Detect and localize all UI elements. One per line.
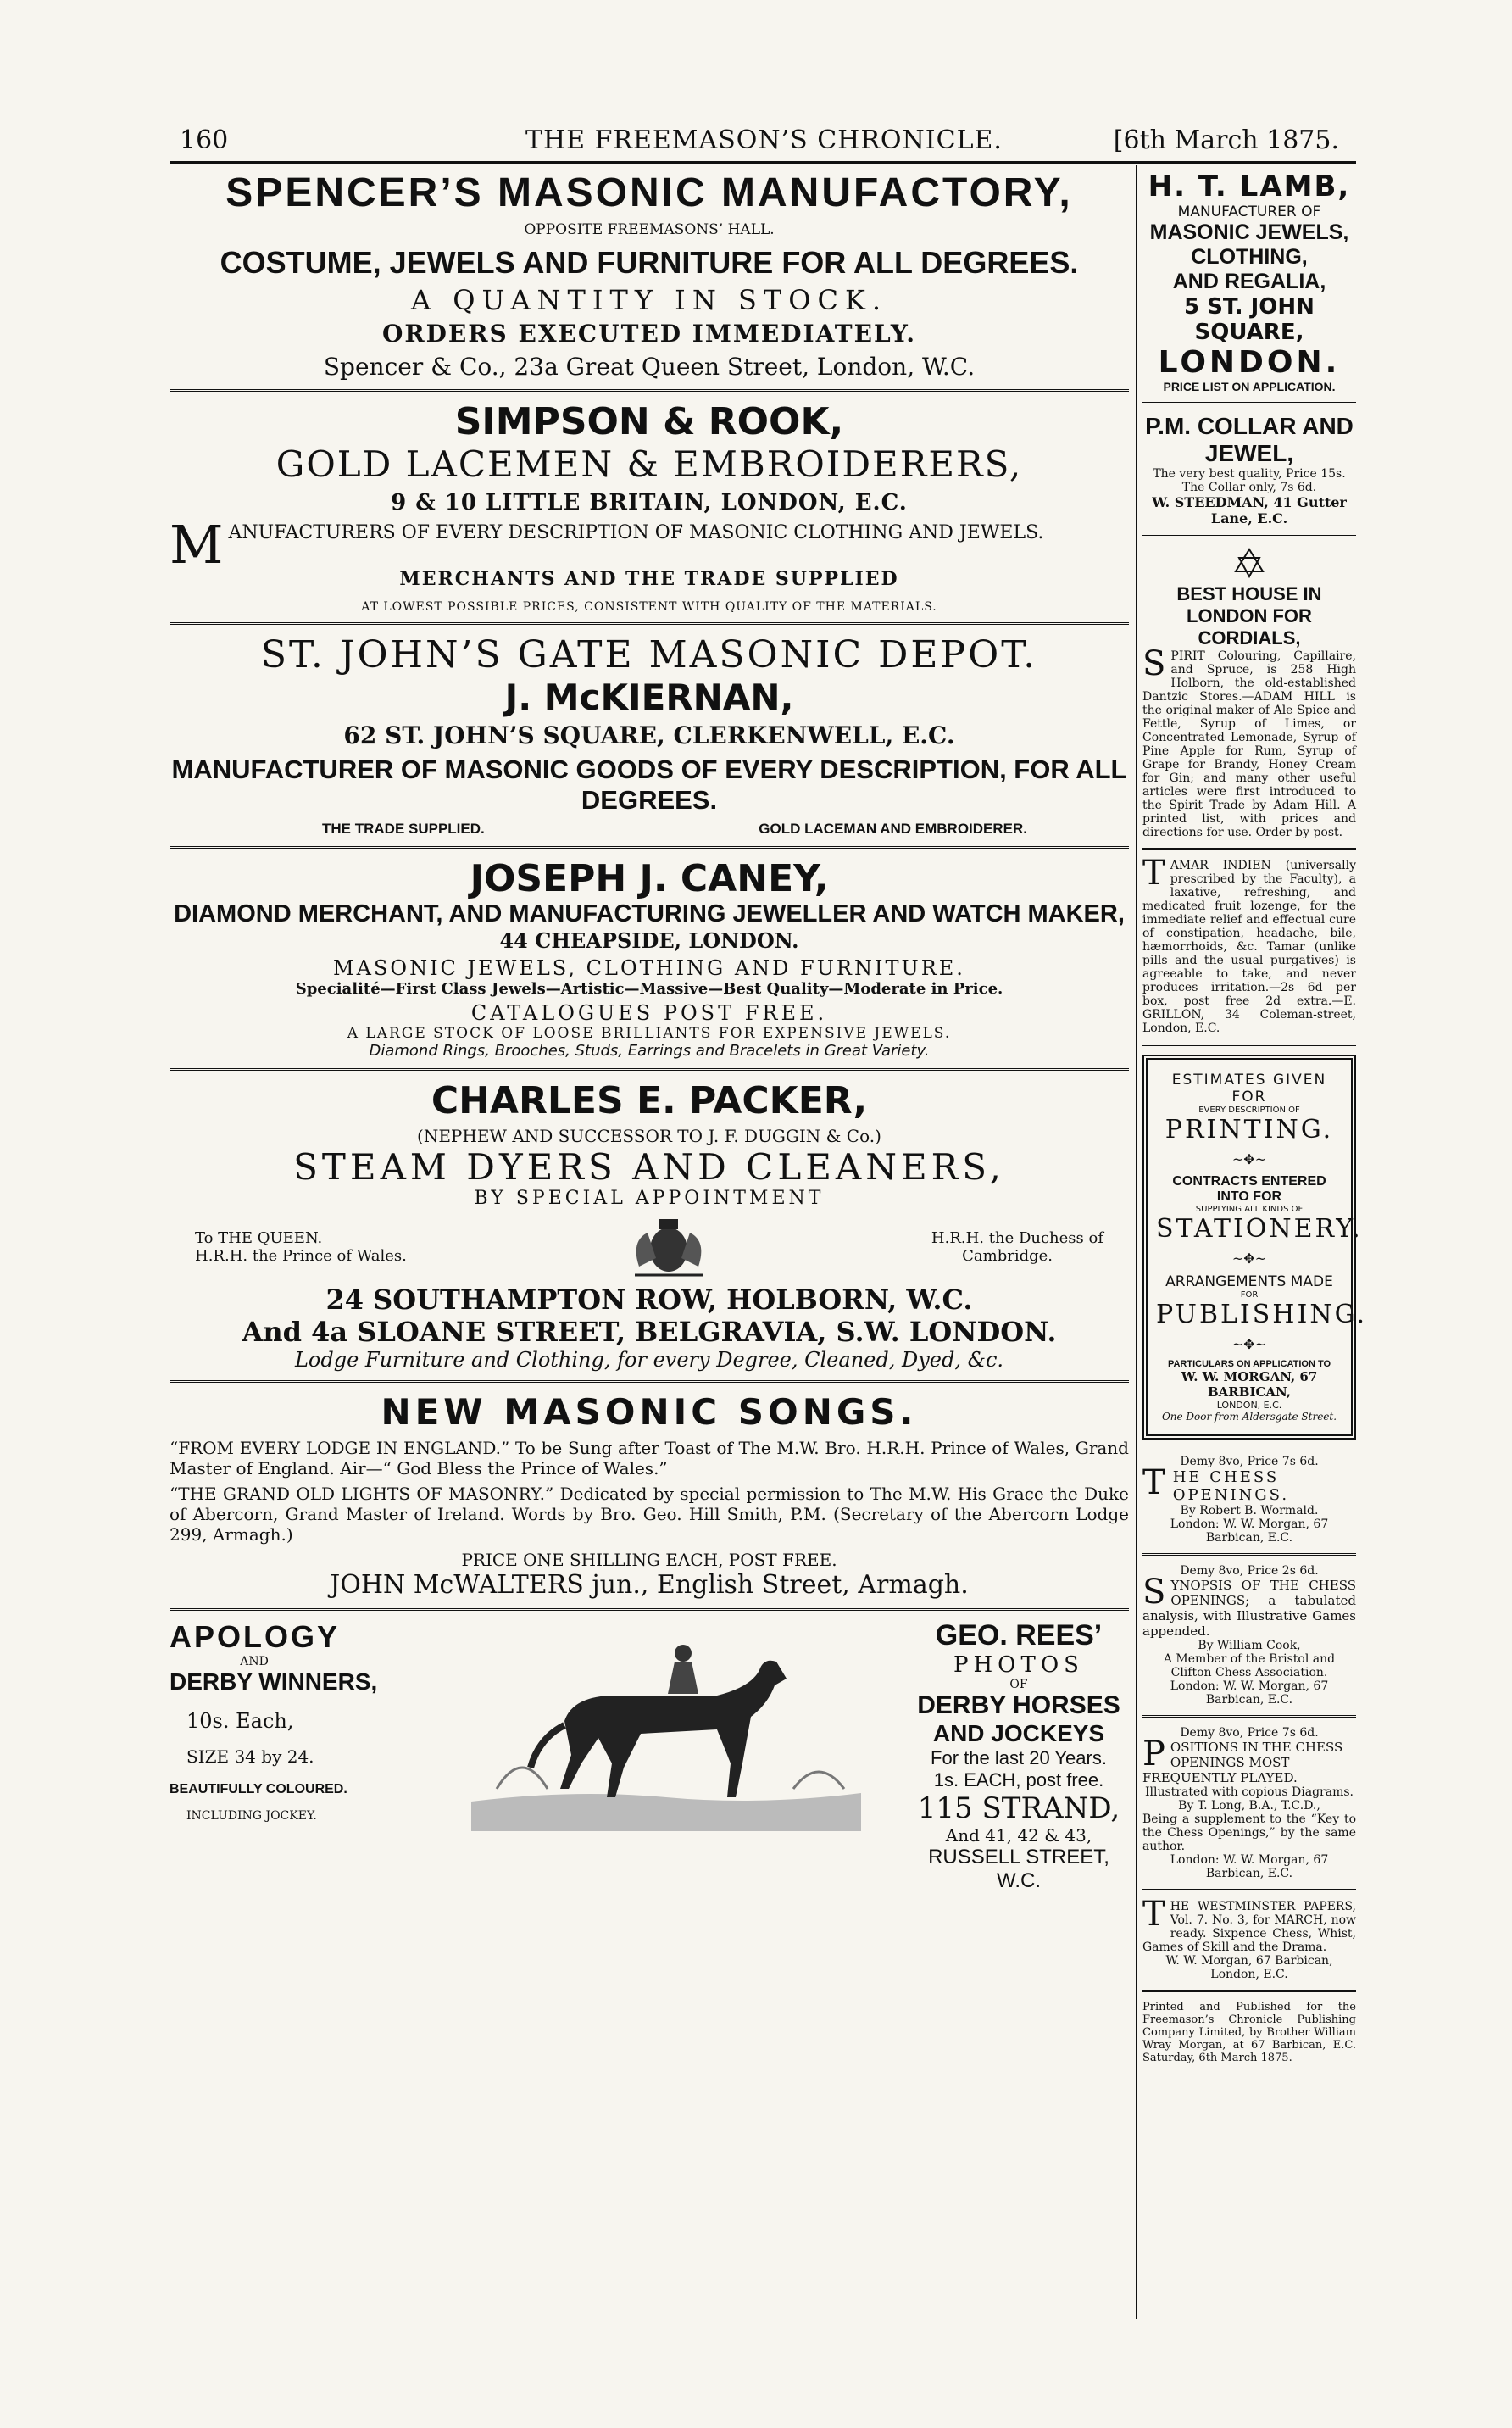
ad-publisher: JOHN McWALTERS jun., English Street, Armagh. xyxy=(330,1570,969,1600)
warrant-right: Cambridge. xyxy=(962,1247,1053,1265)
ad-line: CONTRACTS ENTERED INTO FOR xyxy=(1172,1174,1326,1204)
ad-address: And 41, 42 & 43, xyxy=(945,1825,1092,1846)
ad-line: W. W. MORGAN, 67 BARBICAN, xyxy=(1181,1369,1318,1400)
ad-line: For the last 20 Years. xyxy=(931,1747,1107,1768)
ad-line: MASONIC JEWELS, CLOTHING, xyxy=(1149,220,1349,269)
ad-line: COSTUME, JEWELS AND FURNITURE FOR ALL DEGREES. xyxy=(220,245,1079,280)
ad-line: OF xyxy=(1009,1678,1028,1691)
ad-chess-positions xyxy=(1142,1726,1356,1891)
ad-body xyxy=(1142,644,1356,839)
ad-price: Demy 8vo, Price 7s 6d. xyxy=(1180,1726,1319,1740)
royal-crest-icon xyxy=(622,1216,715,1278)
ad-title: SIMPSON & ROOK, xyxy=(454,400,844,443)
ad-title: PRINTING. xyxy=(1165,1115,1334,1144)
ad-title xyxy=(1142,1735,1356,1785)
ad-address: 44 CHEAPSIDE, LONDON. xyxy=(499,928,799,953)
ad-title: CHARLES E. PACKER, xyxy=(431,1079,868,1122)
ad-address: RUSSELL STREET, W.C. xyxy=(928,1846,1109,1892)
ad-chess-openings xyxy=(1142,1455,1356,1556)
ad-collar xyxy=(1142,413,1356,537)
drop-cap: T xyxy=(1142,854,1165,893)
ad-line: CATALOGUES POST FREE. xyxy=(470,1001,828,1025)
royal-warrant-row xyxy=(195,1216,1103,1278)
ad-body-text: ANUFACTURERS OF EVERY DESCRIPTION OF MASONIC CLOTHING AND JEWELS. xyxy=(228,522,1044,543)
publication-title: THE FREEMASON’S CHRONICLE. xyxy=(525,125,1003,155)
ad-line: London: W. W. Morgan, 67 Barbican, E.C. xyxy=(1170,1679,1329,1707)
ad-line: W. W. Morgan, 67 Barbican, London, E.C. xyxy=(1165,1954,1333,1981)
warrant-left: H.R.H. the Prince of Wales. xyxy=(195,1247,407,1265)
ad-title: STATIONERY. xyxy=(1156,1214,1363,1244)
ad-title: GEO. REES’ xyxy=(935,1619,1103,1651)
ad-line: A Member of the Bristol and Clifton Chess Association. xyxy=(1163,1652,1336,1679)
ad-line: One Door from Aldersgate Street. xyxy=(1161,1411,1337,1423)
ad-body xyxy=(170,514,1129,576)
ad-paragraph: “THE GRAND OLD LIGHTS OF MASONRY.” Dedicated by special permission to The M.W. His Grace the Duke of Abercorn, Grand Master of Ireland. Words by Bro. Geo. Hill Smith, P.M. (Secretary of the Abercorn Lodge 299, Armagh.) xyxy=(170,1484,1129,1545)
ad-line: STEAM DYERS AND CLEANERS, xyxy=(293,1146,1005,1188)
ad-line: By Robert B. Wormald. xyxy=(1180,1504,1319,1518)
ad-title xyxy=(1142,1463,1356,1504)
ad-stjohns-gate xyxy=(170,633,1129,849)
ad-simpson-rook xyxy=(170,400,1129,625)
warrant-left: To THE QUEEN. xyxy=(195,1229,323,1247)
ad-line: By T. Long, B.A., T.C.D., xyxy=(1178,1799,1320,1813)
ad-line: PHOTOS xyxy=(953,1652,1084,1678)
ad-line: A LARGE STOCK OF LOOSE BRILLIANTS FOR EXPENSIVE JEWELS. xyxy=(347,1025,952,1042)
ad-title: BEST HOUSE IN LONDON FOR CORDIALS, xyxy=(1176,583,1322,649)
ad-title: JOSEPH J. CANEY, xyxy=(470,857,829,900)
ad-name: J. McKIERNAN, xyxy=(504,677,794,718)
ad-line: 1s. EACH, post free. xyxy=(933,1769,1104,1790)
ad-packer xyxy=(170,1079,1129,1383)
ad-title: SPENCER’S MASONIC MANUFACTORY, xyxy=(225,170,1073,215)
left-column xyxy=(170,170,1129,1893)
derby-right xyxy=(909,1619,1129,1893)
ad-body xyxy=(1142,1573,1356,1639)
ad-caney xyxy=(170,857,1129,1071)
ad-subtitle: OPPOSITE FREEMASONS’ HALL. xyxy=(524,221,775,238)
printer-imprint: Printed and Published for the Freemason’s Chronicle Publishing Company Limited, by Brother William Wray Morgan, at 67 Barbican, E.C. Saturday, 6th March 1875. xyxy=(1142,2001,1356,2064)
ad-address: 62 ST. JOHN’S SQUARE, CLERKENWELL, E.C. xyxy=(343,721,955,749)
ad-address: LONDON. xyxy=(1158,345,1341,380)
ad-lamb xyxy=(1142,170,1356,404)
ad-masonic-songs xyxy=(170,1391,1129,1611)
drop-cap: S xyxy=(1142,644,1166,683)
drop-cap: P xyxy=(1142,1735,1165,1774)
page-number: 160 xyxy=(180,125,229,155)
ad-title: APOLOGY xyxy=(170,1619,341,1654)
ad-line: FOR xyxy=(1240,1290,1259,1300)
ad-line: (NEPHEW AND SUCCESSOR TO J. F. DUGGIN & Co.) xyxy=(417,1126,881,1146)
right-column xyxy=(1142,170,1368,2064)
ad-chess-synopsis xyxy=(1142,1564,1356,1718)
ad-line: By William Cook, xyxy=(1198,1639,1301,1652)
ad-address: 9 & 10 LITTLE BRITAIN, LONDON, E.C. xyxy=(391,490,908,515)
drop-cap: M xyxy=(170,514,224,576)
masonic-emblem-icon xyxy=(1142,546,1356,583)
ad-line: DERBY HORSES xyxy=(917,1691,1120,1719)
ad-title: ST. JOHN’S GATE MASONIC DEPOT. xyxy=(260,633,1038,677)
ad-body-text: YNOPSIS OF THE CHESS OPENINGS; a tabulated analysis, with Illustrative Games appended. xyxy=(1142,1578,1356,1639)
ad-line: PARTICULARS ON APPLICATION TO xyxy=(1167,1359,1331,1369)
ad-line: AT LOWEST POSSIBLE PRICES, CONSISTENT WITH QUALITY OF THE MATERIALS. xyxy=(361,600,937,614)
ad-line: ARRANGEMENTS MADE xyxy=(1165,1273,1333,1290)
ad-line: DERBY WINNERS, xyxy=(170,1668,378,1695)
ad-line: A QUANTITY IN STOCK. xyxy=(410,284,888,316)
ad-line: AND REGALIA, xyxy=(1172,270,1326,293)
ad-address: Spencer & Co., 23a Great Queen Street, London, W.C. xyxy=(323,353,976,381)
horse-and-jockey-illustration xyxy=(471,1619,861,1831)
ad-printing xyxy=(1142,1055,1368,1440)
drop-cap: T xyxy=(1142,1895,1165,1934)
ad-spencer xyxy=(170,170,1129,392)
ad-line: MERCHANTS AND THE TRADE SUPPLIED xyxy=(399,568,899,590)
ad-title-text: OSITIONS IN THE CHESS OPENINGS MOST FREQUENTLY PLAYED. xyxy=(1142,1740,1343,1785)
ad-line: BEAUTIFULLY COLOURED. xyxy=(170,1782,347,1796)
drop-cap: T xyxy=(1142,1463,1168,1502)
issue-date: [6th March 1875. xyxy=(1113,125,1339,155)
warrant-right: H.R.H. the Duchess of xyxy=(931,1229,1103,1247)
ad-body xyxy=(1142,1895,1356,1954)
ad-title: P.M. COLLAR AND JEWEL, xyxy=(1145,413,1354,466)
ad-line: MANUFACTURER OF xyxy=(1177,203,1321,220)
ad-line: Lodge Furniture and Clothing, for every Degree, Cleaned, Dyed, &c. xyxy=(294,1348,1004,1372)
ad-line: AND JOCKEYS xyxy=(932,1720,1105,1746)
ad-footer-row xyxy=(322,821,1027,838)
ad-westminster-papers xyxy=(1142,1895,1356,1992)
ad-line: 10s. Each, xyxy=(186,1709,294,1733)
column-divider xyxy=(1136,165,1137,2319)
flourish-icon: ~✥~ xyxy=(1231,1250,1267,1267)
ad-title: PUBLISHING. xyxy=(1156,1300,1368,1329)
ad-subtitle: GOLD LACEMEN & EMBROIDERERS, xyxy=(275,443,1023,485)
ad-line: PRICE LIST ON APPLICATION. xyxy=(1163,380,1336,393)
ad-line: ORDERS EXECUTED IMMEDIATELY. xyxy=(381,320,917,348)
ad-body xyxy=(1142,854,1356,1035)
ad-title-text: HE CHESS OPENINGS. xyxy=(1172,1468,1290,1504)
ad-body-text: PIRIT Colouring, Capillaire, and Spruce, is 258 High Holborn, the old-established Dantzic Stores.—ADAM HILL is the original maker of Ale Spice and Fettle, Syrup of Limes, or Concentrated Lemonade, Syrup of Pine Apple for Rum, Syrup of Grape for Brandy, Honey Cream for Gin; and many other useful articles were first introduced to the Spirit Trade by Adam Hill. A printed list, with prices and directions for use. Order by post. xyxy=(1142,649,1356,839)
ad-line: EVERY DESCRIPTION OF xyxy=(1198,1105,1300,1115)
ad-paragraph: “FROM EVERY LODGE IN ENGLAND.” To be Sung after Toast of The M.W. Bro. H.R.H. Prince of Wales, Grand Master of England. Air—“ God Bless the Prince of Wales.” xyxy=(170,1438,1129,1479)
ad-address: 5 ST. JOHN SQUARE, xyxy=(1184,294,1315,345)
ad-title: NEW MASONIC SONGS. xyxy=(381,1391,918,1433)
ad-line: London: W. W. Morgan, 67 Barbican, E.C. xyxy=(1170,1853,1329,1880)
flourish-icon: ~✥~ xyxy=(1231,1151,1267,1167)
page-header xyxy=(170,119,1356,161)
ad-address: 24 SOUTHAMPTON ROW, HOLBORN, W.C. xyxy=(325,1284,973,1316)
ad-line: Diamond Rings, Brooches, Studs, Earrings and Bracelets in Great Variety. xyxy=(369,1042,930,1060)
ad-line: MANUFACTURER OF MASONIC GOODS OF EVERY DESCRIPTION, FOR ALL DEGREES. xyxy=(171,755,1127,815)
flourish-icon: ~✥~ xyxy=(1231,1336,1267,1352)
ad-line: SUPPLYING ALL KINDS OF xyxy=(1195,1205,1304,1214)
ad-price: Demy 8vo, Price 7s 6d. xyxy=(1180,1455,1319,1468)
ad-line: Specialité—First Class Jewels—Artistic—Massive—Best Quality—Moderate in Price. xyxy=(295,980,1003,998)
ad-line: MASONIC JEWELS, CLOTHING AND FURNITURE. xyxy=(333,956,965,980)
ad-line: Illustrated with copious Diagrams. xyxy=(1145,1785,1354,1799)
ad-title: H. T. LAMB, xyxy=(1148,170,1351,203)
ad-address: 115 STRAND, xyxy=(917,1791,1120,1825)
ad-line: AND xyxy=(240,1655,269,1668)
ad-line: ESTIMATES GIVEN FOR xyxy=(1171,1072,1327,1105)
ad-line: The Collar only, 7s 6d. xyxy=(1181,481,1317,494)
ad-footer-right: GOLD LACEMAN AND EMBROIDERER. xyxy=(759,821,1027,837)
ad-line: LONDON, E.C. xyxy=(1216,1400,1282,1411)
ad-line: The very best quality, Price 15s. xyxy=(1153,467,1346,481)
ad-derby xyxy=(170,1619,1129,1893)
newspaper-page xyxy=(170,119,1368,2408)
ad-address: And 4a SLOANE STREET, BELGRAVIA, S.W. LONDON. xyxy=(242,1316,1057,1348)
ad-price: Demy 8vo, Price 2s 6d. xyxy=(1180,1564,1319,1578)
ad-footer-left: THE TRADE SUPPLIED. xyxy=(322,821,485,837)
drop-cap: S xyxy=(1142,1573,1166,1612)
derby-left xyxy=(170,1619,424,1823)
ad-line: London: W. W. Morgan, 67 Barbican, E.C. xyxy=(1170,1518,1329,1545)
ad-body: Being a supplement to the “Key to the Chess Openings,” by the same author. xyxy=(1142,1813,1356,1853)
ad-line: PRICE ONE SHILLING EACH, POST FREE. xyxy=(461,1550,837,1570)
ad-body-text: HE WESTMINSTER PAPERS, Vol. 7. No. 3, for MARCH, now ready. Sixpence Chess, Whist, Games of Skill and the Drama. xyxy=(1142,1900,1356,1954)
ad-line: DIAMOND MERCHANT, AND MANUFACTURING JEWELLER AND WATCH MAKER, xyxy=(174,900,1125,927)
ad-tamar xyxy=(1142,854,1356,1046)
ad-line: SIZE 34 by 24. xyxy=(186,1746,314,1767)
ad-line: BY SPECIAL APPOINTMENT xyxy=(474,1188,825,1209)
ad-cordials xyxy=(1142,583,1356,850)
ad-line: INCLUDING JOCKEY. xyxy=(186,1809,317,1823)
ad-line: W. STEEDMAN, 41 Gutter Lane, E.C. xyxy=(1152,494,1347,526)
ad-body-text: AMAR INDIEN (universally prescribed by the Faculty), a laxative, refreshing, and medicated fruit lozenge, for the immediate relief and effectual cure of constipation, headache, bile, hæmorrhoids, &c. Tamar (unlike pills and the usual purgatives) is agreeable to take, and never produces irritation.—2s 6d per box, post free 2d extra.—E. GRILLON, 34 Coleman-street, London, E.C. xyxy=(1142,859,1356,1035)
header-rule xyxy=(170,161,1356,164)
